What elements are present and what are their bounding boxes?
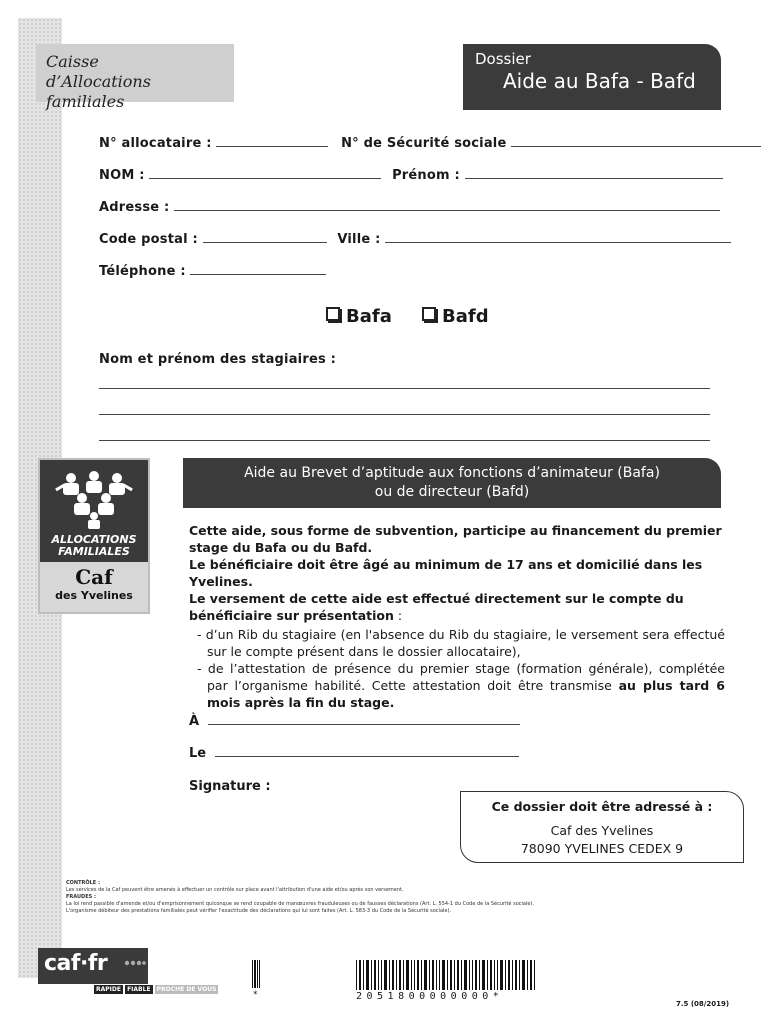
date-row	[189, 746, 519, 761]
aide-bullet-attestation-deadline: au plus tard 6 mois après la fin du stage	[207, 678, 726, 710]
caf-fr-logo	[38, 948, 148, 984]
caisse-line2: d’Allocations familiales	[46, 72, 151, 111]
secu-label: N° de Sécurité sociale	[341, 136, 507, 151]
caf-yvelines-logo	[38, 458, 150, 614]
caisse-line1: Caisse	[46, 52, 99, 71]
caf-fr-tags	[94, 986, 218, 993]
signature-label: Signature :	[189, 779, 271, 794]
secu-field[interactable]	[511, 136, 761, 147]
prenom-field[interactable]	[465, 168, 723, 179]
family-figures-icon	[51, 468, 137, 530]
bafa-option[interactable]	[326, 306, 392, 327]
tag-fiable: FIABLE	[127, 986, 151, 993]
nom-row	[99, 168, 723, 183]
aide-paragraph-3-text: Le versement de cette aide est effectué directement sur le compte du bénéficiaire sur présentation	[189, 591, 684, 623]
adresse-row	[99, 200, 720, 215]
date-label: Le	[189, 746, 207, 761]
code-postal-field[interactable]	[203, 232, 327, 243]
allocataire-field[interactable]	[216, 136, 328, 147]
bafa-checkbox[interactable]	[326, 307, 340, 321]
nom-label: NOM :	[99, 168, 145, 183]
tag-rapide: RAPIDE	[96, 986, 121, 993]
allocataire-row	[99, 136, 761, 151]
bafa-label: Bafa	[346, 306, 392, 327]
adresse-field[interactable]	[174, 200, 720, 211]
stagiaires-line-2[interactable]	[99, 414, 710, 415]
code-postal-label: Code postal :	[99, 232, 198, 247]
stagiaires-label: Nom et prénom des stagiaires :	[99, 352, 337, 367]
aide-bullet-attestation-text: - de l’attestation de présence du premier stage (formation générale), complétée par l’organisme habilité. Cette attestation doit être transmise	[197, 661, 725, 693]
aide-description	[189, 522, 725, 711]
aide-bullet-attestation-period: .	[389, 695, 395, 710]
aide-paragraph-1: Cette aide, sous forme de subvention, participe au financement du premier stage du Bafa ou du Bafd.	[189, 523, 722, 555]
code-postal-row	[99, 232, 731, 247]
tag-proche: PROCHE DE VOUS	[156, 986, 217, 993]
logo-familiales: FAMILIALES	[58, 545, 130, 558]
allocataire-label: N° allocataire :	[99, 136, 212, 151]
dossier-title-box	[463, 44, 721, 110]
aide-bullet-attestation	[189, 660, 725, 711]
lieu-row	[189, 714, 520, 729]
caf-fr-text: caf·fr	[44, 951, 108, 976]
logo-caf-area	[40, 562, 148, 612]
aide-title-line2: ou de directeur (Bafd)	[374, 484, 530, 500]
bafd-label: Bafd	[442, 306, 489, 327]
fraudes-title: FRAUDES :	[66, 894, 96, 900]
telephone-row	[99, 264, 326, 279]
date-field[interactable]	[215, 746, 519, 757]
prenom-label: Prénom :	[392, 168, 460, 183]
aide-paragraph-2: Le bénéficiaire doit être âgé au minimum de 17 ans et domicilié dans les Yvelines.	[189, 557, 703, 589]
small-barcode-star: *	[253, 990, 258, 1000]
ville-label: Ville :	[337, 232, 381, 247]
address-line2: 78090 YVELINES CEDEX 9	[520, 841, 684, 856]
aide-paragraph-3	[189, 590, 725, 624]
fraudes-text-2: L'organisme débiteur des prestations familiales peut vérifier l'exactitude des déclarations qui lui sont faites (Art. L. 583-3 du Code de la Sécurité sociale).	[66, 908, 452, 914]
form-code: 7.5 (08/2019)	[676, 1000, 730, 1008]
controle-text: Les services de la Caf peuvent être amenés à effectuer un contrôle sur place avant l'attribution d'une aide et/ou après son versement.	[66, 887, 404, 893]
legal-notice	[66, 880, 666, 915]
address-line1: Caf des Yvelines	[550, 823, 654, 838]
logo-allocations: ALLOCATIONS	[51, 533, 137, 546]
fraudes-text-1: La loi rend passible d'amende et/ou d'emprisonnement quiconque se rend coupable de manœuvres frauduleuses ou de fausses déclarations (Art. L. 554-1 du Code de la Sécurité sociale).	[66, 901, 534, 907]
address-box	[460, 791, 744, 863]
logo-caf: Caf	[75, 565, 113, 589]
ville-field[interactable]	[385, 232, 731, 243]
main-barcode	[356, 960, 536, 990]
telephone-label: Téléphone :	[99, 264, 186, 279]
small-barcode	[252, 960, 260, 988]
aide-bullet-rib: - d’un Rib du stagiaire (en l'absence du Rib du stagiaire, le versement sera effectué sur le compte présent dans le dossier allocataire),	[197, 627, 725, 659]
aide-section-header	[183, 458, 721, 508]
caisse-title-box	[36, 44, 234, 111]
logo-region: des Yvelines	[55, 589, 133, 602]
adresse-label: Adresse :	[99, 200, 170, 215]
telephone-field[interactable]	[190, 264, 326, 275]
barcode-digits: 2051800000000*	[356, 991, 504, 1002]
aide-paragraph-3-colon: :	[393, 608, 403, 623]
stagiaires-line-3[interactable]	[99, 440, 710, 441]
bafd-checkbox[interactable]	[422, 307, 436, 321]
aide-title-line1: Aide au Brevet d’aptitude aux fonctions d’animateur (Bafa)	[244, 465, 660, 481]
dossier-label: Dossier	[475, 50, 531, 68]
lieu-label: À	[189, 714, 200, 729]
lieu-field[interactable]	[208, 714, 520, 725]
dots-icon	[124, 960, 146, 966]
bafd-option[interactable]	[422, 306, 489, 327]
nom-field[interactable]	[149, 168, 381, 179]
address-intro: Ce dossier doit être adressé à :	[491, 799, 713, 814]
stagiaires-line-1[interactable]	[99, 388, 710, 389]
dossier-title: Aide au Bafa - Bafd	[503, 69, 696, 93]
controle-title: CONTRÔLE :	[66, 880, 100, 886]
